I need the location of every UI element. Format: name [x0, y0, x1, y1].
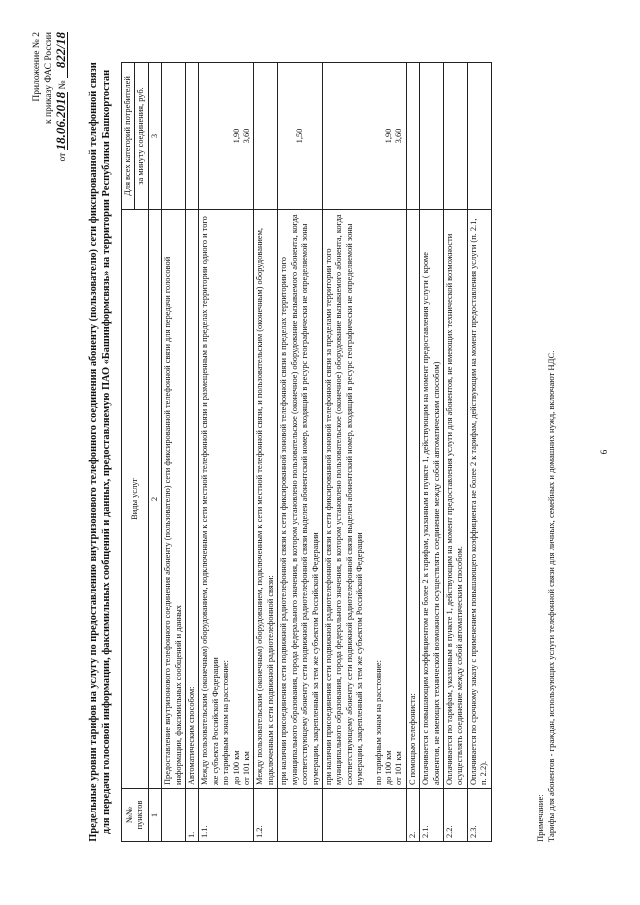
- appendix-date-line: от 18.06.2018 № 822/18: [53, 32, 68, 162]
- appendix-order-line: к приказу ФАС России: [44, 32, 54, 124]
- rotated-document-sheet: [25, 22, 615, 882]
- column-number-row: [148, 63, 161, 842]
- row-2-3-text: Оплачивается по срочному заказу с применением повышающего коэффициента не более 2 к тарифам, действующим на момент предоставления услуги (п. 2.1, п. 2.2).: [467, 210, 491, 789]
- table-row: 2.1. Оплачивается с повышающим коэффициентом не более 2 к тарифам, указанным в пункте 1, действующим на момент предоставления услуги ( кроме абонентов, не имеющих технической возможности осуществлять соединение между собой автоматическим способом): [420, 63, 444, 842]
- table-row: 1.2. Между пользовательским (оконечным) оборудованием, подключенным к сети местной телефонной связи, и пользовательским (оконечным) оборудованием, подключенным к сети подвижной радиотелефонной связи:: [254, 63, 278, 842]
- notes-text: Тарифы для абонентов - граждан, использующих услуги телефонной связи для личных, семейных и домашних нужд, включают НДС.: [546, 350, 556, 842]
- tariffs-table: [121, 62, 492, 842]
- table-row: [278, 63, 323, 842]
- table-row: 2.2. Оплачивается по тарифам, указанным в пункте 1, действующим на момент предоставления услуги для абонентов, не имеющих технической возможности осуществлять соединение между собой автоматическим способом.: [443, 63, 467, 842]
- colnum-2: 2: [148, 210, 161, 789]
- row-1-2-text: Между пользовательским (оконечным) оборудованием, подключенным к сети местной телефонной связи, и пользовательским (оконечным) оборудованием, подключенным к сети подвижной радиотелефонной связи:: [254, 210, 278, 789]
- notes-heading: Примечание:: [535, 794, 545, 842]
- header-num: №№ пунктов: [122, 789, 149, 842]
- page-number: 6: [599, 449, 609, 455]
- row-1-1-prices: 1,90 3,60: [199, 63, 254, 210]
- row-1-2-a-text: при наличии присоединения сети подвижной радиотелефонной связи к сети фиксированной зоновой телефонной связи в пределах территории того муниципального образования, города федерального значения, в котором установлено пользовательское (оконечное) оборудование вызываемого абонента, когда соответствующему абоненту сети подвижной радиотелефонной связи выделен абонентский номер, входящий в ресурс географически не определяемой зоны нумерации, закрепленный за тем же субъектом Российской Федерации: [278, 210, 323, 789]
- appendix-label: Приложение № 2: [32, 32, 42, 102]
- table-row: [162, 63, 186, 842]
- notes-section: [535, 62, 557, 842]
- row-2-2-text: Оплачивается по тарифам, указанным в пункте 1, действующим на момент предоставления услуги для абонентов, не имеющих технической возможности осуществлять соединение между собой автоматическим способом.: [443, 210, 467, 789]
- header-price-sub: за минуту соединения, руб.: [135, 63, 148, 210]
- colnum-3: 3: [148, 63, 161, 210]
- appendix-header: [31, 32, 69, 161]
- table-row: [322, 63, 406, 842]
- table-row: 1. Автоматическим способом:: [186, 63, 199, 842]
- table-header-row: [122, 63, 135, 842]
- row-1-2-b-prices: 1,90 3,60: [322, 63, 406, 210]
- row-2-1-text: Оплачивается с повышающим коэффициентом не более 2 к тарифам, указанным в пункте 1, действующим на момент предоставления услуги ( кроме абонентов, не имеющих технической возможности осуществлять соединение между собой автоматическим способом): [420, 210, 444, 789]
- table-row: 2. С помощью телефониста:: [406, 63, 419, 842]
- colnum-1: 1: [148, 789, 161, 842]
- header-price-top: Для всех категорий потребителей: [122, 63, 135, 210]
- row-1-2-b-text: при наличии присоединения сети подвижной радиотелефонной связи к сети фиксированной зоновой телефонной связи за пределами территории того муниципального образования, города федерального значения, в котором установлено пользовательское (оконечное) оборудование вызываемого абонента, когда соответствующему абоненту сети подвижной радиотелефонной связи выделен абонентский номер, входящий в ресурс географически не определяемой зоны нумерации, закрепленный за тем же субъектом Российской Федерации по тарифным зонам на расстояние: до 100 км от 101 км: [322, 210, 406, 789]
- handwritten-order-number: 822/18: [55, 32, 68, 78]
- handwritten-date: 18.06.2018: [53, 91, 68, 151]
- table-row: 1.1. Между пользовательским (оконечным) оборудованием, подключенным к сети местной телефонной связи и размещенным в пределах территории одного и того же субъекта Российской Федерации по тарифным зонам на расстояние: до 100 км от 101 км 1,90 3,60: [199, 63, 254, 842]
- row-main-text: Предоставление внутризонового телефонного соединения абоненту (пользователю) сети фиксированной телефонной связи для передачи голосовой информации, факсимильных сообщений и данных: [162, 210, 186, 789]
- header-service: Виды услуг: [122, 210, 149, 789]
- row-1-1-text: Между пользовательским (оконечным) оборудованием, подключенным к сети местной телефонной связи и размещенным в пределах территории одного и того же субъекта Российской Федерации по тарифным зонам на расстояние: до 100 км от 101 км: [199, 210, 254, 789]
- row-1-text: Автоматическим способом:: [186, 210, 199, 789]
- row-1-2-a-price: 1,50: [278, 63, 323, 210]
- document-title: Предельные уровни тарифов на услугу по предоставлению внутризонового телефонного соединения абоненту (пользователю) сети фиксированной телефонной связи для передачи голосовой информации, факсимильных сообщений и данных, предоставляемую ПАО «Башинформсвязь» на территории Республики Башкортостан: [88, 62, 112, 842]
- row-2-text: С помощью телефониста:: [406, 210, 419, 789]
- table-row: 2.3. Оплачивается по срочному заказу с применением повышающего коэффициента не более 2 к тарифам, действующим на момент предоставления услуги (п. 2.1, п. 2.2).: [467, 63, 491, 842]
